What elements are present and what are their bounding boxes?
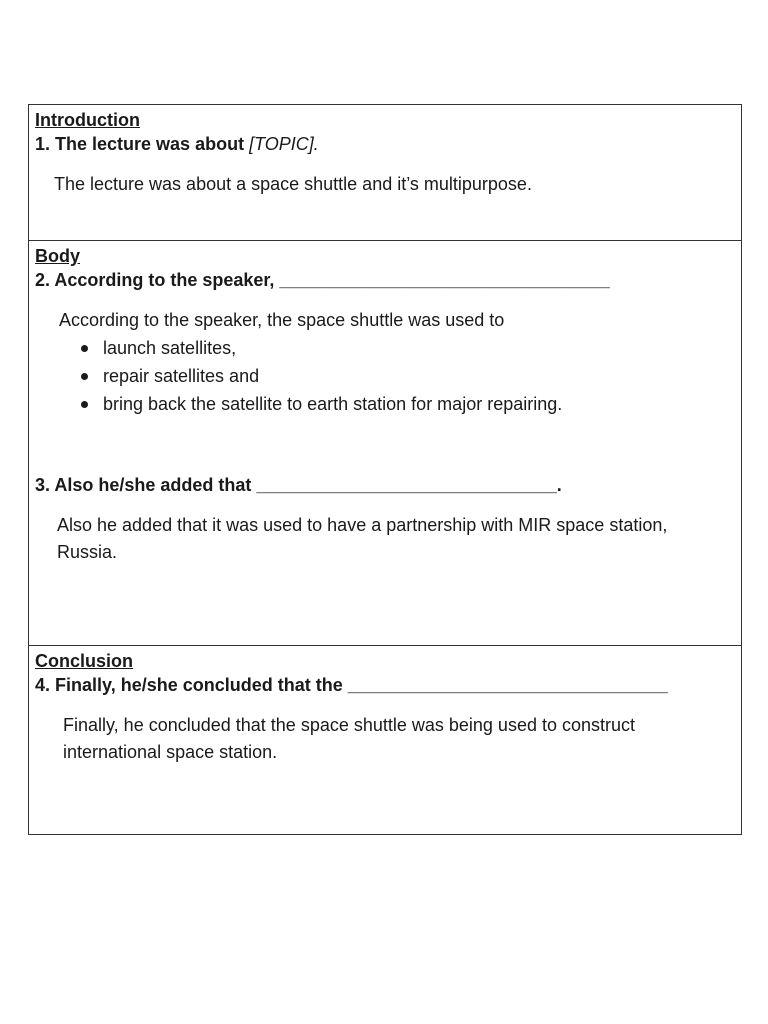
question-1-label: 1. The lecture was about (35, 134, 250, 154)
bullet-text: launch satellites, (103, 338, 237, 358)
list-item (81, 334, 741, 362)
answer-3-line-1: Also he added that it was used to have a partnership with MIR space station, (57, 515, 668, 535)
introduction-heading: Introduction (35, 110, 140, 130)
answer-2-bullet-list (35, 334, 741, 418)
conclusion-section (29, 646, 741, 834)
bullet-icon (81, 373, 88, 380)
bullet-icon (81, 345, 88, 352)
question-2-prompt: 2. According to the speaker, _________________________________ (35, 270, 610, 290)
list-item (81, 390, 741, 418)
conclusion-heading: Conclusion (35, 651, 133, 671)
body-section (29, 241, 741, 646)
answer-4-line-2: international space station. (63, 742, 278, 762)
worksheet-table (28, 104, 742, 835)
introduction-section (29, 105, 741, 241)
answer-1: The lecture was about a space shuttle and it’s multipurpose. (54, 174, 532, 194)
answer-3-line-2: Russia. (57, 542, 118, 562)
bullet-text: repair satellites and (103, 366, 260, 386)
topic-placeholder: [TOPIC]. (249, 134, 319, 154)
answer-4-line-1: Finally, he concluded that the space shuttle was being used to construct (63, 715, 636, 735)
question-1-prompt (35, 131, 741, 157)
body-heading: Body (35, 246, 80, 266)
answer-2-lead: According to the speaker, the space shuttle was used to (59, 310, 505, 330)
list-item (81, 362, 741, 390)
question-3-prompt: 3. Also he/she added that ______________________________. (35, 475, 562, 495)
bullet-text: bring back the satellite to earth station for major repairing. (103, 394, 563, 414)
bullet-icon (81, 401, 88, 408)
question-4-prompt: 4. Finally, he/she concluded that the ________________________________ (35, 675, 669, 695)
